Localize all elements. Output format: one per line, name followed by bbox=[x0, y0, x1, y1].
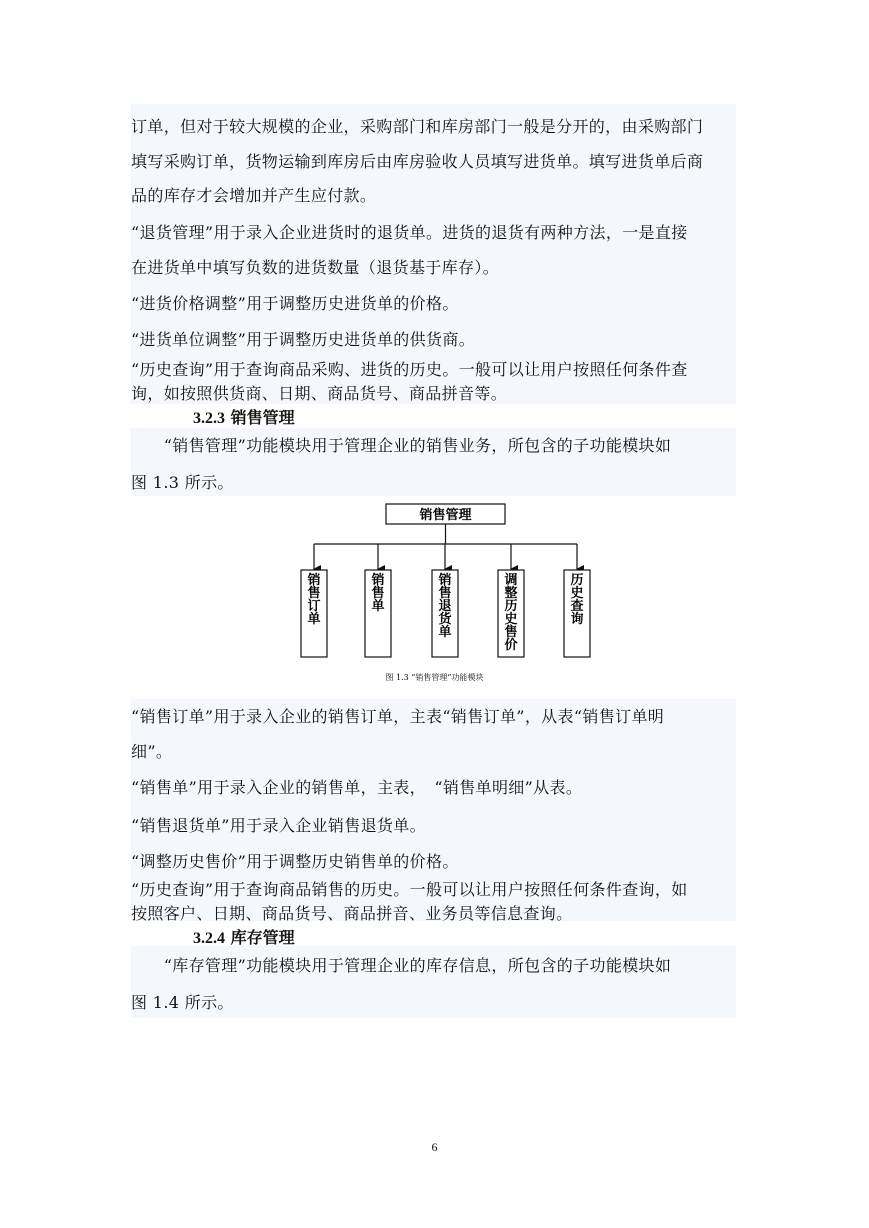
text-line: 询，如按照供货商、日期、商品货号、商品拼音等。 bbox=[131, 384, 508, 403]
section-number: 3.2.3 bbox=[193, 410, 225, 427]
diagram-child-char: 查 bbox=[570, 599, 584, 614]
diagram-child-char: 整 bbox=[504, 586, 518, 601]
text-line: “退货管理”用于录入企业进货时的退货单。进货的退货有两种方法，一是直接 bbox=[131, 223, 688, 242]
diagram-child-char: 销 bbox=[307, 573, 321, 588]
diagram-root-label: 销售管理 bbox=[419, 508, 472, 523]
text-highlight bbox=[131, 104, 736, 404]
section-number: 3.2.4 bbox=[193, 930, 225, 947]
diagram-child-char: 调 bbox=[504, 573, 518, 588]
text-line: “销售单”用于录入企业的销售单，主表， “销售单明细”从表。 bbox=[131, 778, 583, 797]
diagram-child-char: 单 bbox=[438, 625, 452, 640]
diagram-child-char: 单 bbox=[307, 612, 321, 627]
diagram-child-char: 售 bbox=[307, 586, 321, 601]
text-line: “进货价格调整”用于调整历史进货单的价格。 bbox=[131, 294, 459, 313]
text-line: “进货单位调整”用于调整历史进货单的供货商。 bbox=[131, 330, 476, 349]
figure-caption: 图 1.3 “销售管理”功能模块 bbox=[385, 673, 484, 682]
text-line: 细”。 bbox=[131, 742, 173, 761]
diagram-child-char: 销 bbox=[438, 573, 452, 588]
text-line: “历史查询”用于查询商品销售的历史。一般可以让用户按照任何条件查询，如 bbox=[131, 880, 688, 899]
diagram-child-char: 史 bbox=[570, 586, 584, 601]
diagram-child-char: 询 bbox=[570, 612, 584, 627]
diagram-child-char: 订 bbox=[307, 599, 321, 614]
page-number: 6 bbox=[431, 1140, 438, 1154]
text-line: 图 1.3 所示。 bbox=[131, 473, 234, 492]
text-line: 图 1.4 所示。 bbox=[131, 993, 234, 1012]
text-line: “调整历史售价”用于调整历史销售单的价格。 bbox=[131, 852, 459, 871]
text-line: “库存管理”功能模块用于管理企业的库存信息，所包含的子功能模块如 bbox=[131, 956, 672, 975]
text-line: “销售订单”用于录入企业的销售订单，主表“销售订单”，从表“销售订单明 bbox=[131, 707, 665, 726]
text-line: 品的库存才会增加并产生应付款。 bbox=[131, 186, 377, 205]
diagram-child-char: 货 bbox=[438, 612, 452, 627]
diagram-child-char: 史 bbox=[504, 612, 518, 627]
sales-module-diagram bbox=[0, 500, 869, 675]
text-line: “历史查询”用于查询商品采购、进货的历史。一般可以让用户按照任何条件查 bbox=[131, 360, 688, 379]
text-line: “销售管理”功能模块用于管理企业的销售业务，所包含的子功能模块如 bbox=[131, 436, 672, 455]
diagram-child-char: 售 bbox=[438, 586, 452, 601]
diagram-child-char: 售 bbox=[371, 586, 385, 601]
diagram-child-char: 历 bbox=[570, 573, 584, 588]
text-line: 填写采购订单，货物运输到库房后由库房验收人员填写进货单。填写进货单后商 bbox=[131, 152, 704, 171]
diagram-child-char: 售 bbox=[504, 625, 518, 640]
text-line: 订单，但对于较大规模的企业，采购部门和库房部门一般是分开的，由采购部门 bbox=[131, 117, 704, 136]
diagram-child-char: 销 bbox=[371, 573, 385, 588]
diagram-child-char: 价 bbox=[504, 638, 518, 653]
section-title: 库存管理 bbox=[230, 928, 295, 947]
section-title: 销售管理 bbox=[230, 408, 295, 427]
text-line: 在进货单中填写负数的进货数量（退货基于库存）。 bbox=[131, 258, 500, 277]
diagram-child-char: 历 bbox=[504, 599, 518, 614]
text-line: “销售退货单”用于录入企业销售退货单。 bbox=[131, 816, 427, 835]
diagram-child-char: 单 bbox=[371, 599, 385, 614]
section-heading bbox=[193, 928, 295, 949]
text-line: 按照客户、日期、商品货号、商品拼音、业务员等信息查询。 bbox=[131, 904, 573, 923]
diagram-child-char: 退 bbox=[438, 599, 452, 614]
section-heading bbox=[193, 408, 295, 429]
